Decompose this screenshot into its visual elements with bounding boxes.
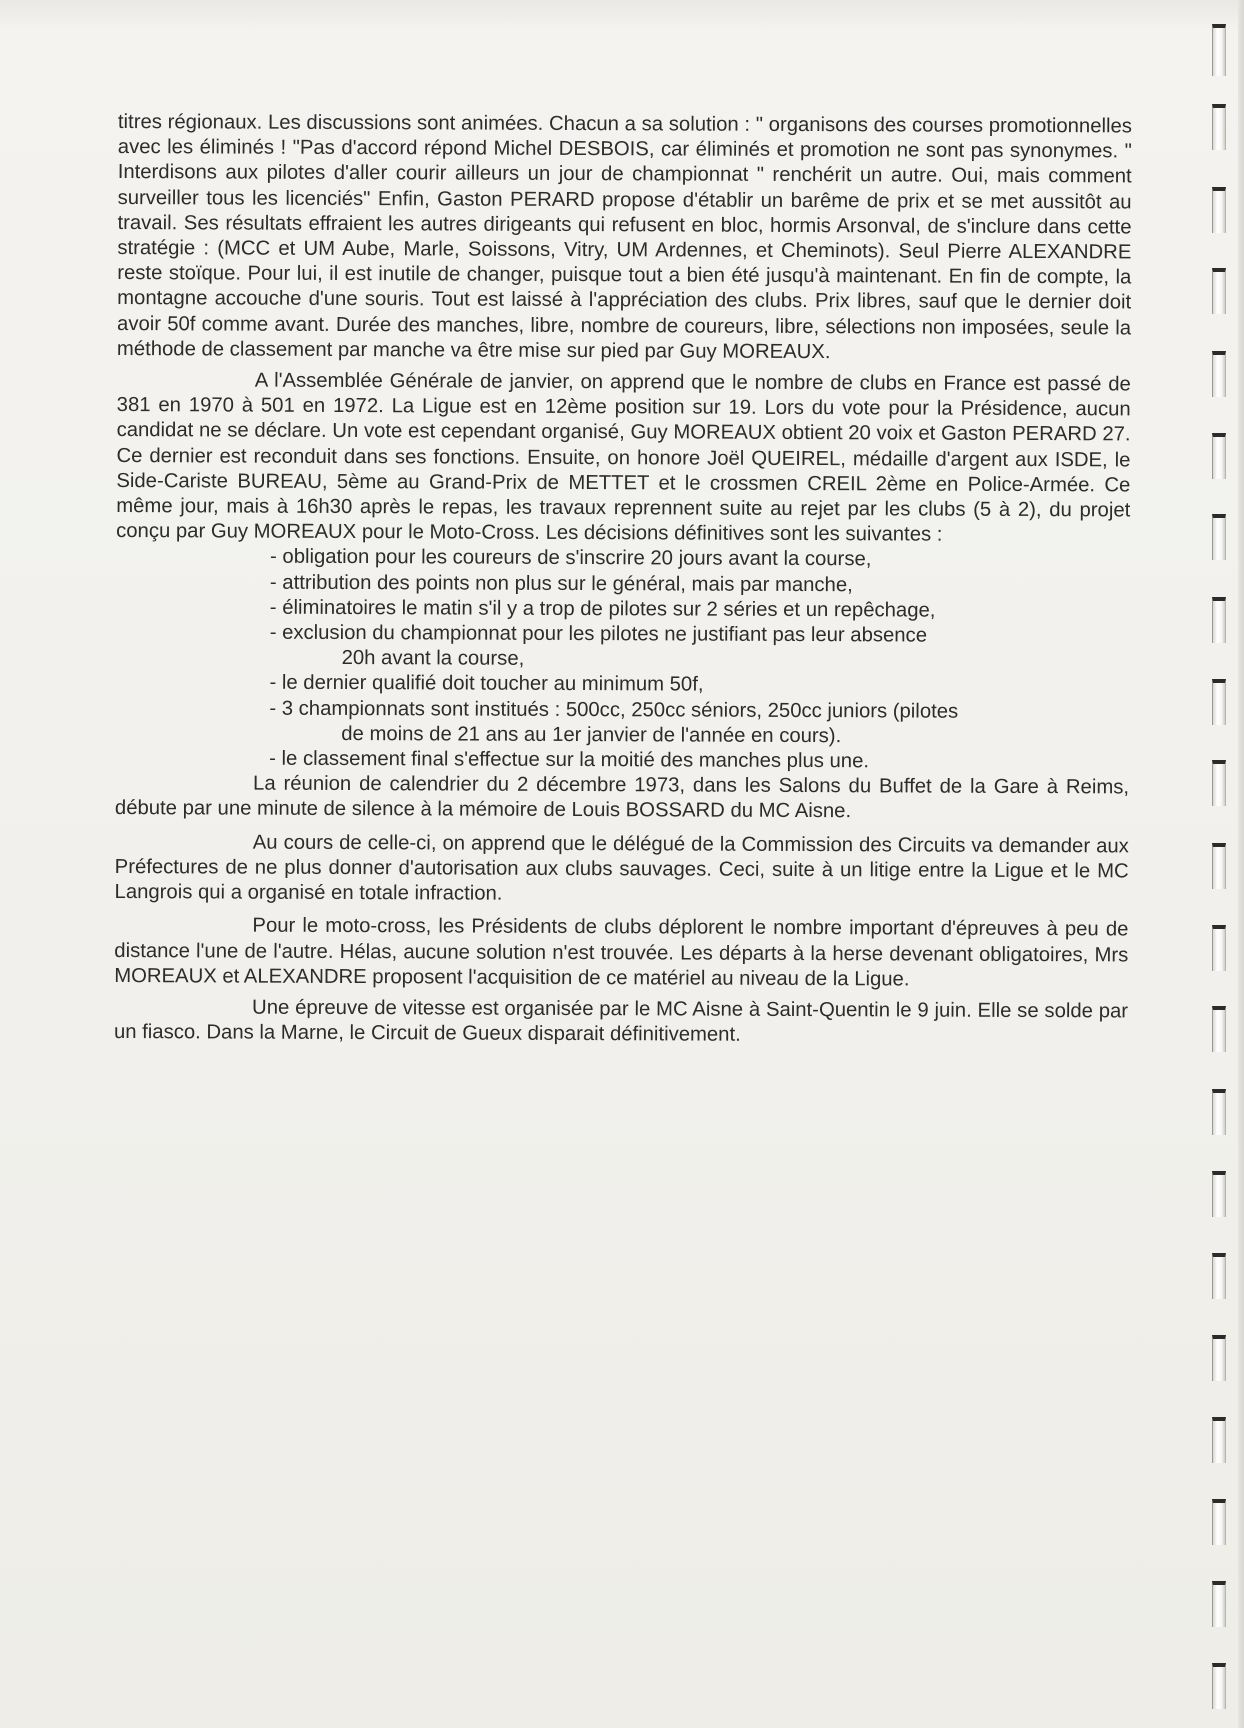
decision-item: [270, 570, 1130, 599]
paragraph-2: A l'Assemblée Générale de janvier, on apprend que le nombre de clubs en France est passé de 381 en 1970 à 501 en 1972. La Ligue est en 12ème position sur 19. Lors du vote pour la Présidence, aucun candidat ne se déclare. Un vote est cependant organisé, Guy MOREAUX obtient 20 voix et Gaston PERARD 27. Ce dernier est reconduit dans ses fonctions. Ensuite, on honore Joël QUEIREL, médaille d'argent aux ISDE, le Side-Cariste BUREAU, 5ème au Grand-Prix de METTET et le crossmen CREIL 2ème en Police-Armée. Ce même jour, mais à 16h30 après le repas, les travaux reprennent suite au rejet par les clubs (5 à 2), du projet conçu par Guy MOREAUX pour le Moto-Cross. Les décisions définitives sont les suivantes :: [116, 369, 1131, 546]
binder-hole: [1212, 1006, 1226, 1052]
binder-hole: [1212, 268, 1226, 314]
binder-hole: [1212, 1417, 1226, 1463]
decision-item: [269, 671, 1129, 700]
binder-hole: [1212, 514, 1226, 560]
binder-hole: [1212, 1253, 1226, 1299]
binder-hole: [1212, 1663, 1226, 1709]
paragraph-3: La réunion de calendrier du 2 décembre 1973, dans les Salons du Buffet de la Gare à Reims, débute par une minute de silence à la mémoire de Louis BOSSARD du MC Aisne.: [114, 772, 1130, 823]
paragraph-6: Une épreuve de vitesse est organisée par le MC Aisne à Saint-Quentin le 9 juin. Elle se solde par un fiasco. Dans la Marne, le Circuit de Gueux disparait définitivement.: [113, 996, 1129, 1046]
decision-text: - 3 championnats sont institués : 500cc, 250cc séniors, 250cc juniors (pilotes: [269, 697, 959, 723]
binder-hole: [1212, 187, 1226, 233]
binder-hole: [1212, 1581, 1226, 1627]
decision-item: [270, 621, 1130, 675]
binder-hole: [1212, 843, 1226, 889]
paragraph-5: Pour le moto-cross, les Présidents de clubs déplorent le nombre important d'épreuves à peu de distance l'une de l'autre. Hélas, aucune solution n'est trouvée. Les départs à la herse devenant obligatoires, Mrs MOREAUX et ALEXANDRE proposent l'acquisition de ce matériel au niveau de la Ligue.: [114, 914, 1129, 991]
binder-hole: [1212, 351, 1226, 397]
decision-text: - obligation pour les coureurs de s'inscrire 20 jours avant la course,: [270, 546, 872, 571]
binder-hole: [1212, 1089, 1226, 1135]
binder-hole: [1212, 24, 1226, 76]
binder-hole: [1212, 1499, 1226, 1545]
page-edge: [1238, 0, 1244, 1728]
decision-text: - éliminatoires le matin s'il y a trop de pilotes sur 2 séries et un repêchage,: [269, 596, 936, 622]
document-body: [114, 110, 1132, 1050]
binder-hole: [1212, 433, 1226, 479]
decision-continuation: 20h avant la course,: [341, 647, 525, 671]
decision-item: [270, 596, 1130, 625]
paragraph-1: titres régionaux. Les discussions sont animées. Chacun a sa solution : " organisons des courses promotionnelles avec les éliminés ! "Pas d'accord répond Michel DESBOIS, car éliminés et promotion ne sont pas synonymes. " Interdisons aux pilotes d'aller courir ailleurs un jour de championnat " renchérit un autre. Oui, mais comment surveiller tous les licenciés" Enfin, Gaston PERARD propose d'établir un barême de prix et se met aussitôt au travail. Ses résultats effraient les autres dirigeants qui refusent en bloc, hormis Arsonval, de s'inclure dans cette stratégie : (MCC et UM Aube, Marle, Soissons, Vitry, UM Ardennes, et Cheminots). Seul Pierre ALEXANDRE reste stoïque. Pour lui, il est inutile de changer, puisque tout a bien été jusqu'à maintenant. En fin de compte, la montagne accouche d'une souris. Tout est laissé à l'appréciation des clubs. Prix libres, sauf que le dernier doit avoir 50f comme avant. Durée des manches, libre, nombre de coureurs, libre, sélections non imposées, seule la méthode de classement par manche va être mise sur pied par Guy MOREAUX.: [116, 110, 1132, 363]
decision-item: [269, 747, 1129, 776]
decision-text: - attribution des points non plus sur le général, mais par manche,: [269, 571, 853, 596]
decisions-list: [115, 544, 1130, 775]
binder-hole: [1212, 1335, 1226, 1381]
page-top-shadow: [0, 0, 1244, 30]
binder-hole: [1212, 1171, 1226, 1217]
binder-hole: [1212, 925, 1226, 971]
binder-hole: [1212, 679, 1226, 725]
decision-item: [270, 545, 1130, 574]
binder-hole: [1212, 104, 1226, 150]
paragraph-4: Au cours de celle-ci, on apprend que le délégué de la Commission des Circuits va demander aux Préfectures de ne plus donner d'autorisation aux clubs sauvages. Ceci, suite à un litige entre la Ligue et le MC Langrois qui a organisé en totale infraction.: [114, 831, 1129, 905]
decision-text: - le dernier qualifié doit toucher au minimum 50f,: [269, 672, 704, 697]
binder-hole: [1212, 760, 1226, 806]
decision-item: [269, 696, 1129, 750]
decision-text: - exclusion du championnat pour les pilotes ne justifiant pas leur absence: [269, 621, 928, 647]
binder-holes: [1184, 0, 1244, 1728]
decision-text: - le classement final s'effectue sur la moitié des manches plus une.: [269, 747, 870, 773]
binder-hole: [1212, 597, 1226, 643]
decision-continuation: de moins de 21 ans au 1er janvier de l'année en cours).: [341, 722, 842, 748]
